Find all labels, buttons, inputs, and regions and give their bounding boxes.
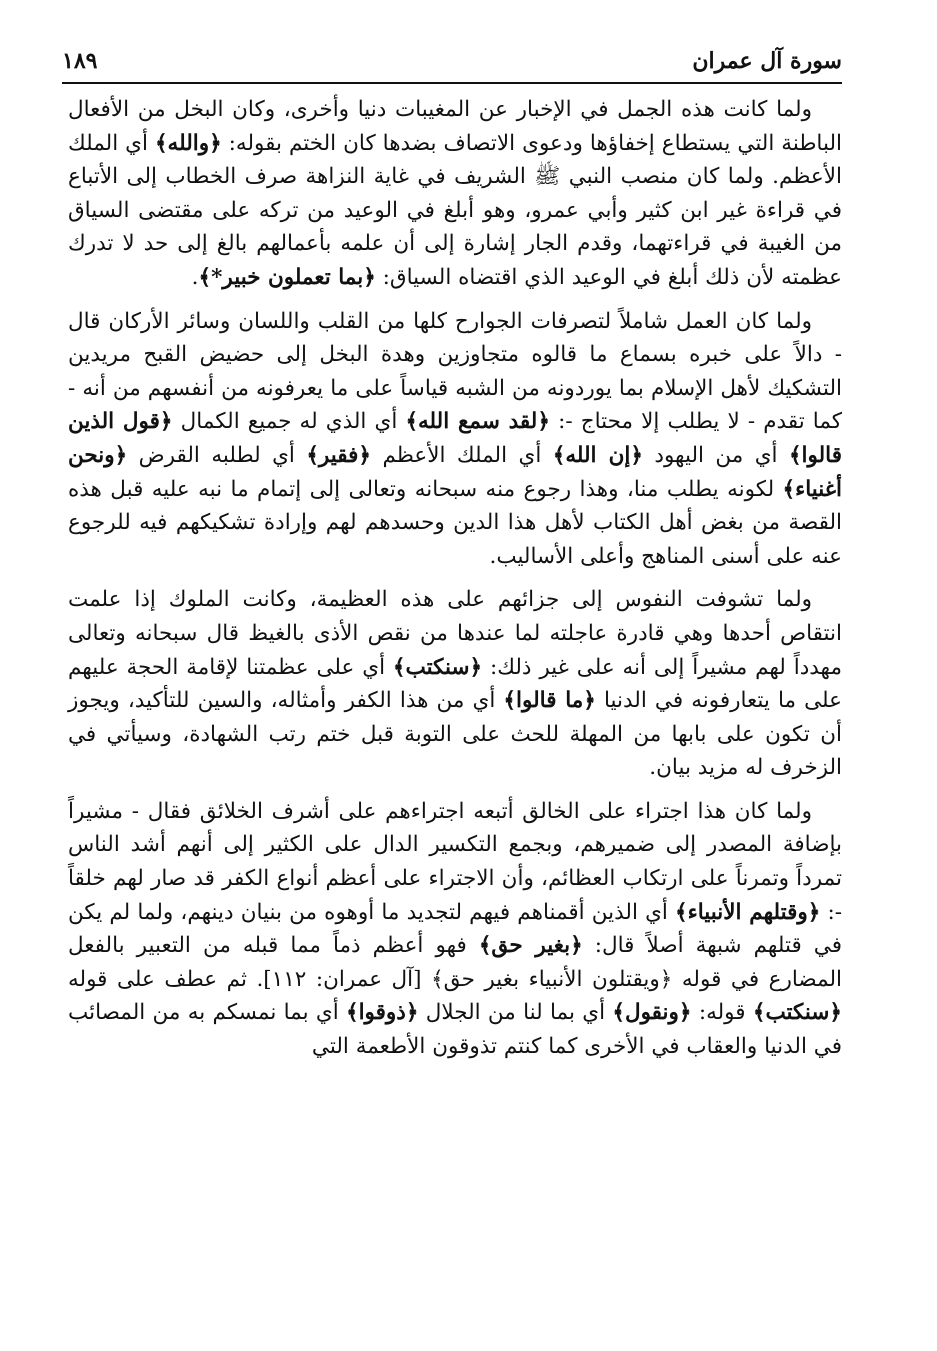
- paragraph: [68, 795, 842, 1064]
- quran-quote: ﴿ما قالوا﴾: [503, 688, 596, 714]
- text-segment: .: [191, 264, 199, 290]
- text-segment: أي بما نمسكم به من المصائب في الدنيا والعقاب في الأخرى كما كنتم تذوقون الأطعمة التي: [68, 1000, 842, 1060]
- quran-quote: ﴿ذوقوا﴾: [345, 1000, 419, 1026]
- paragraph: [68, 93, 842, 295]
- paragraph: [68, 583, 842, 785]
- text-segment: أي من هذا الكفر وأمثاله، والسين للتأكيد، ويجوز أن تكون على بابها من المهلة للحث على التوبة قبل ختم رتب الشهادة، وسيأتي في الزخرف له مزيد بيان.: [68, 688, 842, 781]
- quran-quote: ﴿وقتلهم الأنبياء﴾: [675, 899, 821, 925]
- quran-quote: ﴿قول الذين قالوا﴾: [68, 409, 843, 468]
- text-segment: أي الذين أقمناهم فيهم لتجديد ما أوهوه من بنيان دينهم، ولما لم يكن في قتلهم شبهة أصلاً قال:: [68, 899, 842, 959]
- text-segment: لكونه يطلب منا، وهذا رجوع منه سبحانه وتعالى إلى إتمام ما نبه عليه قبل هذه القصة من بغض أهل الكتاب لأهل هذا الدين وحسدهم لهم وإرادة تشكيكهم فيه للرجوع عنه على أسنى المناهج وأعلى الأساليب.: [68, 476, 842, 569]
- quran-quote: ﴿بما تعملون خبير*﴾: [198, 264, 376, 290]
- quran-quote: ﴿إن الله﴾: [552, 442, 643, 468]
- text-segment: أي لطلبه القرض: [127, 442, 307, 468]
- quran-quote: ﴿بغير حق﴾: [478, 933, 583, 959]
- text-segment: أي الذي له جميع الكمال: [172, 409, 406, 435]
- text-segment: أي الملك الأعظم: [371, 442, 553, 468]
- tafsir-body: [68, 93, 842, 1074]
- page-header: [62, 44, 842, 82]
- quran-quote: ﴿سنكتب﴾: [392, 654, 483, 680]
- text-segment: أي على عظمتنا لإقامة الحجة عليهم على ما يتعارفونه في الدنيا: [68, 654, 842, 714]
- quran-quote: ﴿لقد سمع الله﴾: [405, 409, 550, 435]
- header-divider: [62, 82, 842, 84]
- text-segment: أي الملك الأعظم. ولما كان منصب النبي ﷺ الشريف في غاية النزاهة صرف الخطاب إلى الأتباع في قراءة غير ابن كثير وأبي عمرو، وهو أبلغ في الوعيد من تركه على مقتضى السياق من الغيبة في قراءتهما، وقدم الجار إشارة إلى أن علمه بأعمالهم بالغ إلى حد لا تدرك عظمته لأن ذلك أبلغ في الوعيد الذي اقتضاه السياق:: [68, 130, 842, 290]
- quran-quote: ﴿فقير﴾: [306, 442, 372, 468]
- quran-quote: ﴿ونحن أغنياء﴾: [68, 442, 842, 502]
- surah-title: سورة آل عمران: [692, 48, 842, 74]
- text-segment: ولما كان هذا اجتراء على الخالق أتبعه اجتراءهم على أشرف الخلائق فقال - مشيراً بإضافة المصدر إلى ضميرهم، وبجمع التكسير الدال على الكثير إلى أنهم أشد الناس تمرداً وتمرناً على ارتكاب العظائم، وأن الاجتراء على أعظم أنواع الكفر قد صار لهم خلقاً -:: [68, 798, 842, 925]
- quran-quote: ﴿والله﴾: [154, 130, 222, 156]
- quran-quote: ﴿سنكتب﴾: [752, 1000, 843, 1026]
- text-segment: ولما كانت هذه الجمل في الإخبار عن المغيبات دنيا وأخرى، وكان البخل من الأفعال الباطنة التي يستطاع إخفاؤها ودعوى الاتصاف بضدها كان الختم بقوله:: [68, 97, 842, 156]
- text-segment: فهو أعظم ذماً مما قبله من التعبير بالفعل المضارع في قوله ﴿ويقتلون الأنبياء بغير حق﴾ [آل عمران: ١١٢]. ثم عطف على قوله: [68, 933, 842, 992]
- text-segment: ولما كان العمل شاملاً لتصرفات الجوارح كلها من القلب واللسان وسائر الأركان قال - دالاً على خبره بسماع ما قالوه متجاوزين وهدة البخل إلى حضيض القبح مريدين التشكيك لأهل الإسلام بما يوردونه من الشبه قياساً على ما يعرفونه من أنفسهم من أنه - كما تقدم - لا يطلب إلا محتاج -:: [68, 308, 843, 435]
- text-segment: أي بما لنا من الجلال: [418, 1000, 613, 1026]
- paragraph: [68, 305, 842, 574]
- quran-quote: ﴿ونقول﴾: [612, 1000, 692, 1026]
- text-segment: قوله:: [691, 1000, 753, 1026]
- text-segment: ولما تشوفت النفوس إلى جزائهم على هذه العظيمة، وكانت الملوك إذا علمت انتقاص أحدها وهي قادرة عاجلته لما عندها من نقص الأذى بالغيظ قال سبحانه وتعالى مهدداً لهم مشيراً إلى أنه على غير ذلك:: [68, 587, 842, 680]
- text-segment: أي من اليهود: [642, 442, 789, 468]
- page-number: ١٨٩: [62, 48, 98, 74]
